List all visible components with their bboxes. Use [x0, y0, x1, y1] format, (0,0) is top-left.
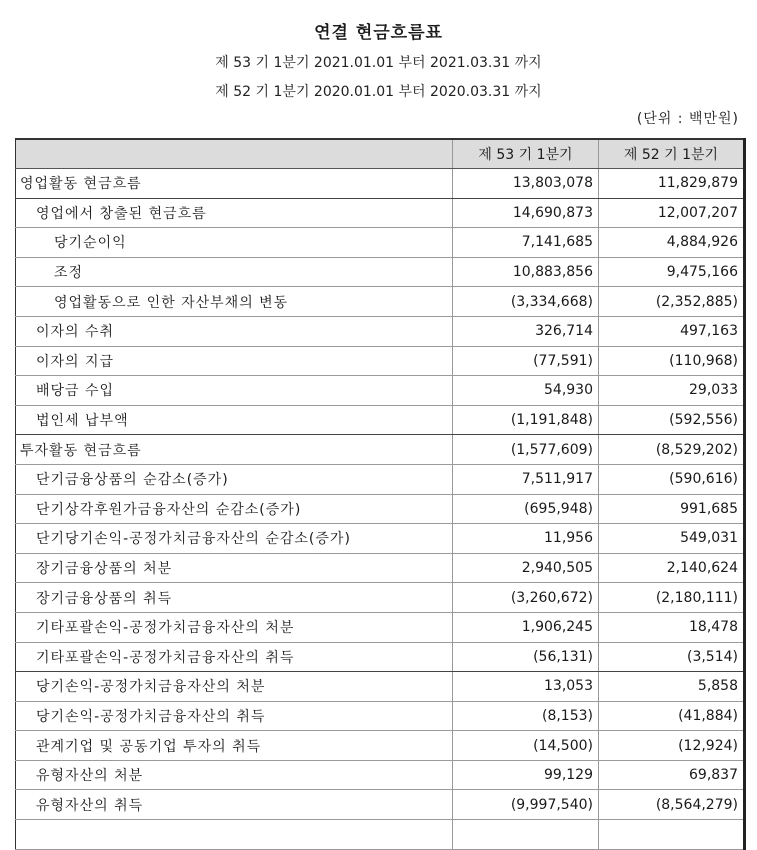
value-current: 326,714 [453, 316, 599, 346]
value-prior: 4,884,926 [599, 228, 745, 258]
value-prior: (12,924) [599, 731, 745, 761]
value-prior: 5,858 [599, 672, 745, 702]
value-current: 99,129 [453, 760, 599, 790]
value-prior: 549,031 [599, 524, 745, 554]
value-prior: 11,829,879 [599, 169, 745, 199]
value-prior: (8,529,202) [599, 435, 745, 465]
value-current: (695,948) [453, 494, 599, 524]
value-current: 13,053 [453, 672, 599, 702]
value-current: 7,141,685 [453, 228, 599, 258]
row-label: 기타포괄손익-공정가치금융자산의 취득 [16, 642, 453, 672]
row-label: 당기손익-공정가치금융자산의 처분 [16, 672, 453, 702]
header-current-period: 제 53 기 1분기 [453, 139, 599, 169]
table-row [16, 169, 745, 199]
value-current: 7,511,917 [453, 464, 599, 494]
cash-flow-table [15, 138, 746, 850]
row-label [16, 820, 453, 850]
value-current: (1,191,848) [453, 405, 599, 435]
row-label: 단기당기손익-공정가치금융자산의 순감소(증가) [16, 524, 453, 554]
header-prior-period: 제 52 기 1분기 [599, 139, 745, 169]
value-prior: (41,884) [599, 701, 745, 731]
table-row [16, 405, 745, 435]
row-label: 유형자산의 처분 [16, 760, 453, 790]
table-row [16, 228, 745, 258]
value-prior: (2,352,885) [599, 287, 745, 317]
value-current: (1,577,609) [453, 435, 599, 465]
value-current: (77,591) [453, 346, 599, 376]
value-prior: (3,514) [599, 642, 745, 672]
table-row [16, 790, 745, 820]
table-row [16, 672, 745, 702]
value-prior: 69,837 [599, 760, 745, 790]
value-current: 1,906,245 [453, 612, 599, 642]
value-prior: 2,140,624 [599, 553, 745, 583]
value-current: 14,690,873 [453, 198, 599, 228]
table-row [16, 376, 745, 406]
row-label: 투자활동 현금흐름 [16, 435, 453, 465]
row-label: 영업에서 창출된 현금흐름 [16, 198, 453, 228]
row-label: 법인세 납부액 [16, 405, 453, 435]
row-label: 유형자산의 취득 [16, 790, 453, 820]
row-label: 영업활동으로 인한 자산부채의 변동 [16, 287, 453, 317]
value-current: 54,930 [453, 376, 599, 406]
table-row [16, 731, 745, 761]
table-row [16, 524, 745, 554]
value-prior: 12,007,207 [599, 198, 745, 228]
value-current: (14,500) [453, 731, 599, 761]
table-row [16, 642, 745, 672]
row-label: 단기금융상품의 순감소(증가) [16, 464, 453, 494]
current-period: 제 53 기 1분기 2021.01.01 부터 2021.03.31 까지 [215, 55, 542, 71]
value-current: 10,883,856 [453, 257, 599, 287]
value-prior: 9,475,166 [599, 257, 745, 287]
header-row [16, 139, 745, 169]
row-label: 이자의 지급 [16, 346, 453, 376]
row-label: 영업활동 현금흐름 [16, 169, 453, 199]
table-row [16, 612, 745, 642]
value-current: 13,803,078 [453, 169, 599, 199]
row-label: 조정 [16, 257, 453, 287]
table-row [16, 287, 745, 317]
table-row [16, 464, 745, 494]
row-label: 당기순이익 [16, 228, 453, 258]
unit-label: (단위 : 백만원) [636, 111, 739, 127]
row-label: 관계기업 및 공동기업 투자의 취득 [16, 731, 453, 761]
row-label: 이자의 수취 [16, 316, 453, 346]
table-row [16, 701, 745, 731]
value-prior: (110,968) [599, 346, 745, 376]
table-row [16, 346, 745, 376]
value-current: (56,131) [453, 642, 599, 672]
value-prior: 29,033 [599, 376, 745, 406]
row-label: 장기금융상품의 취득 [16, 583, 453, 613]
value-prior: (2,180,111) [599, 583, 745, 613]
value-current: (9,997,540) [453, 790, 599, 820]
value-prior: 991,685 [599, 494, 745, 524]
table-row [16, 583, 745, 613]
table-row [16, 820, 745, 850]
table-row [16, 435, 745, 465]
table-row [16, 494, 745, 524]
header-item [16, 139, 453, 169]
statement-title: 연결 현금흐름표 [314, 23, 443, 43]
value-current: 11,956 [453, 524, 599, 554]
row-label: 단기상각후원가금융자산의 순감소(증가) [16, 494, 453, 524]
row-label: 기타포괄손익-공정가치금융자산의 처분 [16, 612, 453, 642]
row-label: 장기금융상품의 처분 [16, 553, 453, 583]
row-label: 당기손익-공정가치금융자산의 취득 [16, 701, 453, 731]
value-current: 2,940,505 [453, 553, 599, 583]
value-prior: 18,478 [599, 612, 745, 642]
value-prior: (590,616) [599, 464, 745, 494]
value-prior: 497,163 [599, 316, 745, 346]
value-prior: (8,564,279) [599, 790, 745, 820]
row-label: 배당금 수입 [16, 376, 453, 406]
table-row [16, 760, 745, 790]
value-current: (3,334,668) [453, 287, 599, 317]
value-prior: (592,556) [599, 405, 745, 435]
table-row [16, 198, 745, 228]
table-row [16, 257, 745, 287]
value-current: (3,260,672) [453, 583, 599, 613]
prior-period: 제 52 기 1분기 2020.01.01 부터 2020.03.31 까지 [215, 84, 542, 100]
table-row [16, 553, 745, 583]
value-prior [599, 820, 745, 850]
table-row [16, 316, 745, 346]
value-current [453, 820, 599, 850]
value-current: (8,153) [453, 701, 599, 731]
